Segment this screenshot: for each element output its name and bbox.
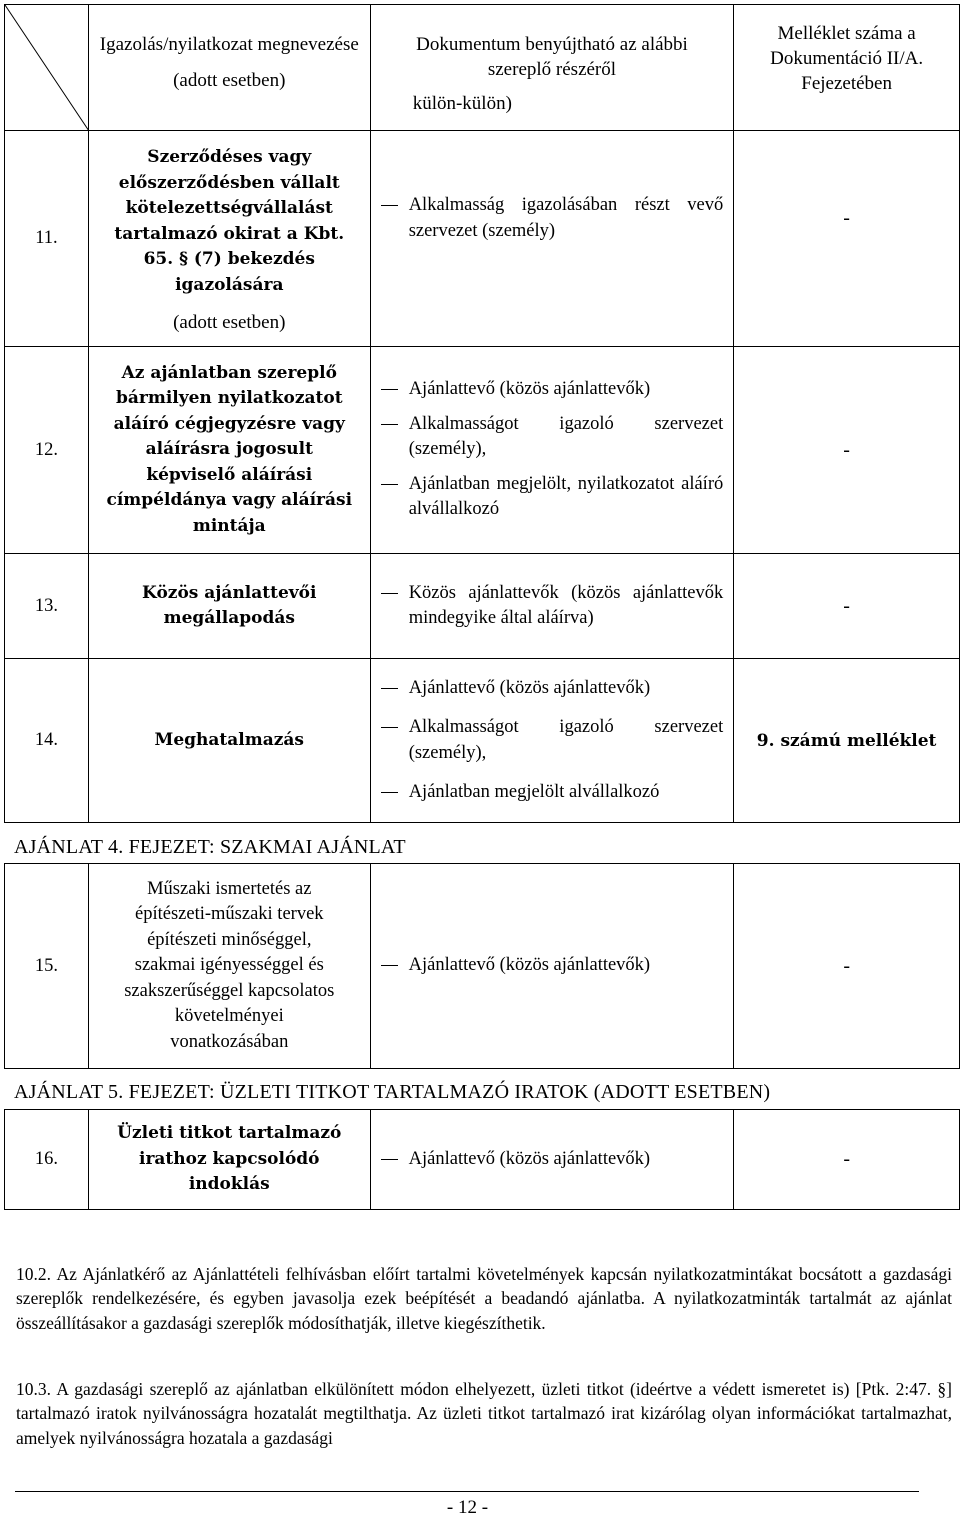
name-line: mintája (192, 515, 266, 536)
row-name-cell (88, 864, 370, 1069)
header-name-note: (adott esetben) (173, 70, 286, 91)
row-name-cell (88, 659, 370, 823)
name-line: előszerződésben vállalt (118, 172, 340, 193)
name-line: megállapodás (163, 608, 295, 628)
row-number: 13. (5, 554, 89, 659)
party-item: Ajánlatban megjelölt alvállalkozó (371, 780, 724, 806)
party-item: Ajánlattevő (közös ajánlattevők) (371, 377, 724, 403)
header-party-cell (370, 5, 734, 131)
row-annex: - (734, 1110, 960, 1210)
row-annex: 9. számú melléklet (734, 659, 960, 823)
name-line: képviselő aláírási (146, 464, 313, 485)
row-party-cell (370, 864, 734, 1069)
table-row (5, 659, 960, 823)
party-item: Alkalmasságot igazoló szervezet (személy), (371, 715, 724, 766)
diagonal-line-icon (5, 5, 89, 131)
header-name-cell (88, 5, 370, 131)
paragraph-10-3: 10.3. A gazdasági szereplő az ajánlatban elkülönített módon elhelyezett, üzleti titkot (ideértve a védett ismeretet is) [Ptk. 2:47. §] tartalmazó iratok nyilvánosságra hozatalát megtilthatja. Az üzleti titkot tartalmazó irat kizárólag olyan információkat tartalmazhat, amelyek nyilvánosságra hozatala a gazdasági (16, 1379, 952, 1448)
row-party-cell (370, 554, 734, 659)
name-line: vonatkozásában (170, 1031, 289, 1052)
name-line: építészeti minőséggel, (147, 929, 312, 950)
table-row (5, 864, 960, 1069)
table-row (5, 554, 960, 659)
party-item: Ajánlatban megjelölt, nyilatkozatot aláíró alvállalkozó (371, 472, 724, 523)
row-name-cell (88, 131, 370, 347)
header-annex-title: Melléklet száma a Dokumentáció II/A. Fejezetében (770, 23, 924, 94)
name-line: irathoz kapcsolódó (139, 1148, 320, 1169)
header-annex-cell (734, 5, 960, 131)
name-line: Szerződéses vagy (147, 147, 312, 168)
row-name-cell (88, 554, 370, 659)
party-item: Közös ajánlattevők (közös ajánlattevők mindegyike által aláírva) (371, 581, 724, 632)
name-line: Műszaki ismertetés az (147, 878, 312, 899)
page-number: - 12 - (446, 1497, 489, 1518)
row-party-cell (370, 347, 734, 554)
row-annex: - (734, 347, 960, 554)
name-line: aláíró cégjegyzésre vagy (113, 413, 345, 434)
name-line: címpéldánya vagy aláírási (106, 490, 353, 511)
name-line: Az ajánlatban szereplő (121, 362, 337, 383)
name-line: építészeti-műszaki tervek (135, 904, 324, 925)
row-annex: - (734, 131, 960, 347)
party-item: Ajánlattevő (közös ajánlattevők) (371, 1147, 724, 1173)
paragraph-10-2: 10.2. Az Ajánlatkérő az Ajánlattételi felhívásban előírt tartalmi követelmények kapcsán nyilatkozatmintákat bocsátott a gazdasági szereplők rendelkezésére, és egyben javasolja ezek beépítését a beadandó ajánlatba. A nyilatkozatminták tartalmát az ajánlat összeállításakor a gazdasági szereplők módosíthatják, illetve kiegészíthetik. (16, 1264, 952, 1333)
section-title: AJÁNLAT 5. FEJEZET: ÜZLETI TITKOT TARTALMAZÓ IRATOK (ADOTT ESETBEN) (14, 1081, 771, 1103)
header-corner-cell (5, 5, 89, 131)
row-name-cell (88, 347, 370, 554)
name-line: indoklás (188, 1174, 270, 1195)
row-party-cell (370, 659, 734, 823)
name-line: aláírásra jogosult (145, 439, 313, 460)
name-line: Közös ajánlattevői (142, 582, 317, 603)
footer-divider (15, 1491, 919, 1492)
name-line: igazolására (175, 274, 284, 295)
header-party-note: külön-külön) (412, 93, 512, 114)
name-line: Üzleti titkot tartalmazó (117, 1123, 342, 1144)
party-item: Ajánlattevő (közös ajánlattevők) (371, 953, 724, 979)
party-list (371, 676, 734, 806)
party-item: Alkalmasságot igazoló szervezet (személy), (371, 412, 724, 463)
section-title: AJÁNLAT 4. FEJEZET: SZAKMAI AJÁNLAT (14, 836, 406, 858)
row-party-cell (370, 131, 734, 347)
name-line: tartalmazó okirat a Kbt. (114, 223, 345, 244)
row-number: 15. (5, 864, 89, 1069)
table-row (5, 347, 960, 554)
party-list (371, 377, 734, 523)
table-row (5, 1110, 960, 1210)
section4-table (4, 863, 960, 1069)
row-name-cell (88, 1110, 370, 1210)
documents-table (4, 4, 960, 823)
party-item: Alkalmasság igazolásában részt vevő szervezet (személy) (371, 193, 724, 244)
name-line: bármilyen nyilatkozatot (115, 388, 343, 409)
table-row (5, 131, 960, 347)
party-list (371, 581, 734, 632)
name-line: szakszerűséggel kapcsolatos (124, 980, 335, 1001)
table-header-row (5, 5, 960, 131)
name-line: kötelezettségvállalást (125, 198, 333, 219)
row-number: 12. (5, 347, 89, 554)
party-list (371, 953, 734, 979)
party-list (371, 1147, 734, 1173)
name-line: követelményei (174, 1006, 284, 1027)
name-line: Meghatalmazás (154, 729, 304, 750)
section5-table (4, 1109, 960, 1210)
name-line: 65. § (7) bekezdés (143, 249, 315, 270)
name-note: (adott esetben) (173, 312, 286, 334)
row-number: 16. (5, 1110, 89, 1210)
row-number: 14. (5, 659, 89, 823)
name-line: szakmai igényességgel és (134, 955, 324, 976)
header-name-title: Igazolás/nyilatkozat megnevezése (99, 34, 359, 55)
header-party-title: Dokumentum benyújtható az alábbi szereplő részéről (416, 34, 688, 80)
party-list (371, 193, 734, 244)
row-party-cell (370, 1110, 734, 1210)
party-item: Ajánlattevő (közös ajánlattevők) (371, 676, 724, 702)
row-number: 11. (5, 131, 89, 347)
row-annex: - (734, 554, 960, 659)
row-annex: - (734, 864, 960, 1069)
